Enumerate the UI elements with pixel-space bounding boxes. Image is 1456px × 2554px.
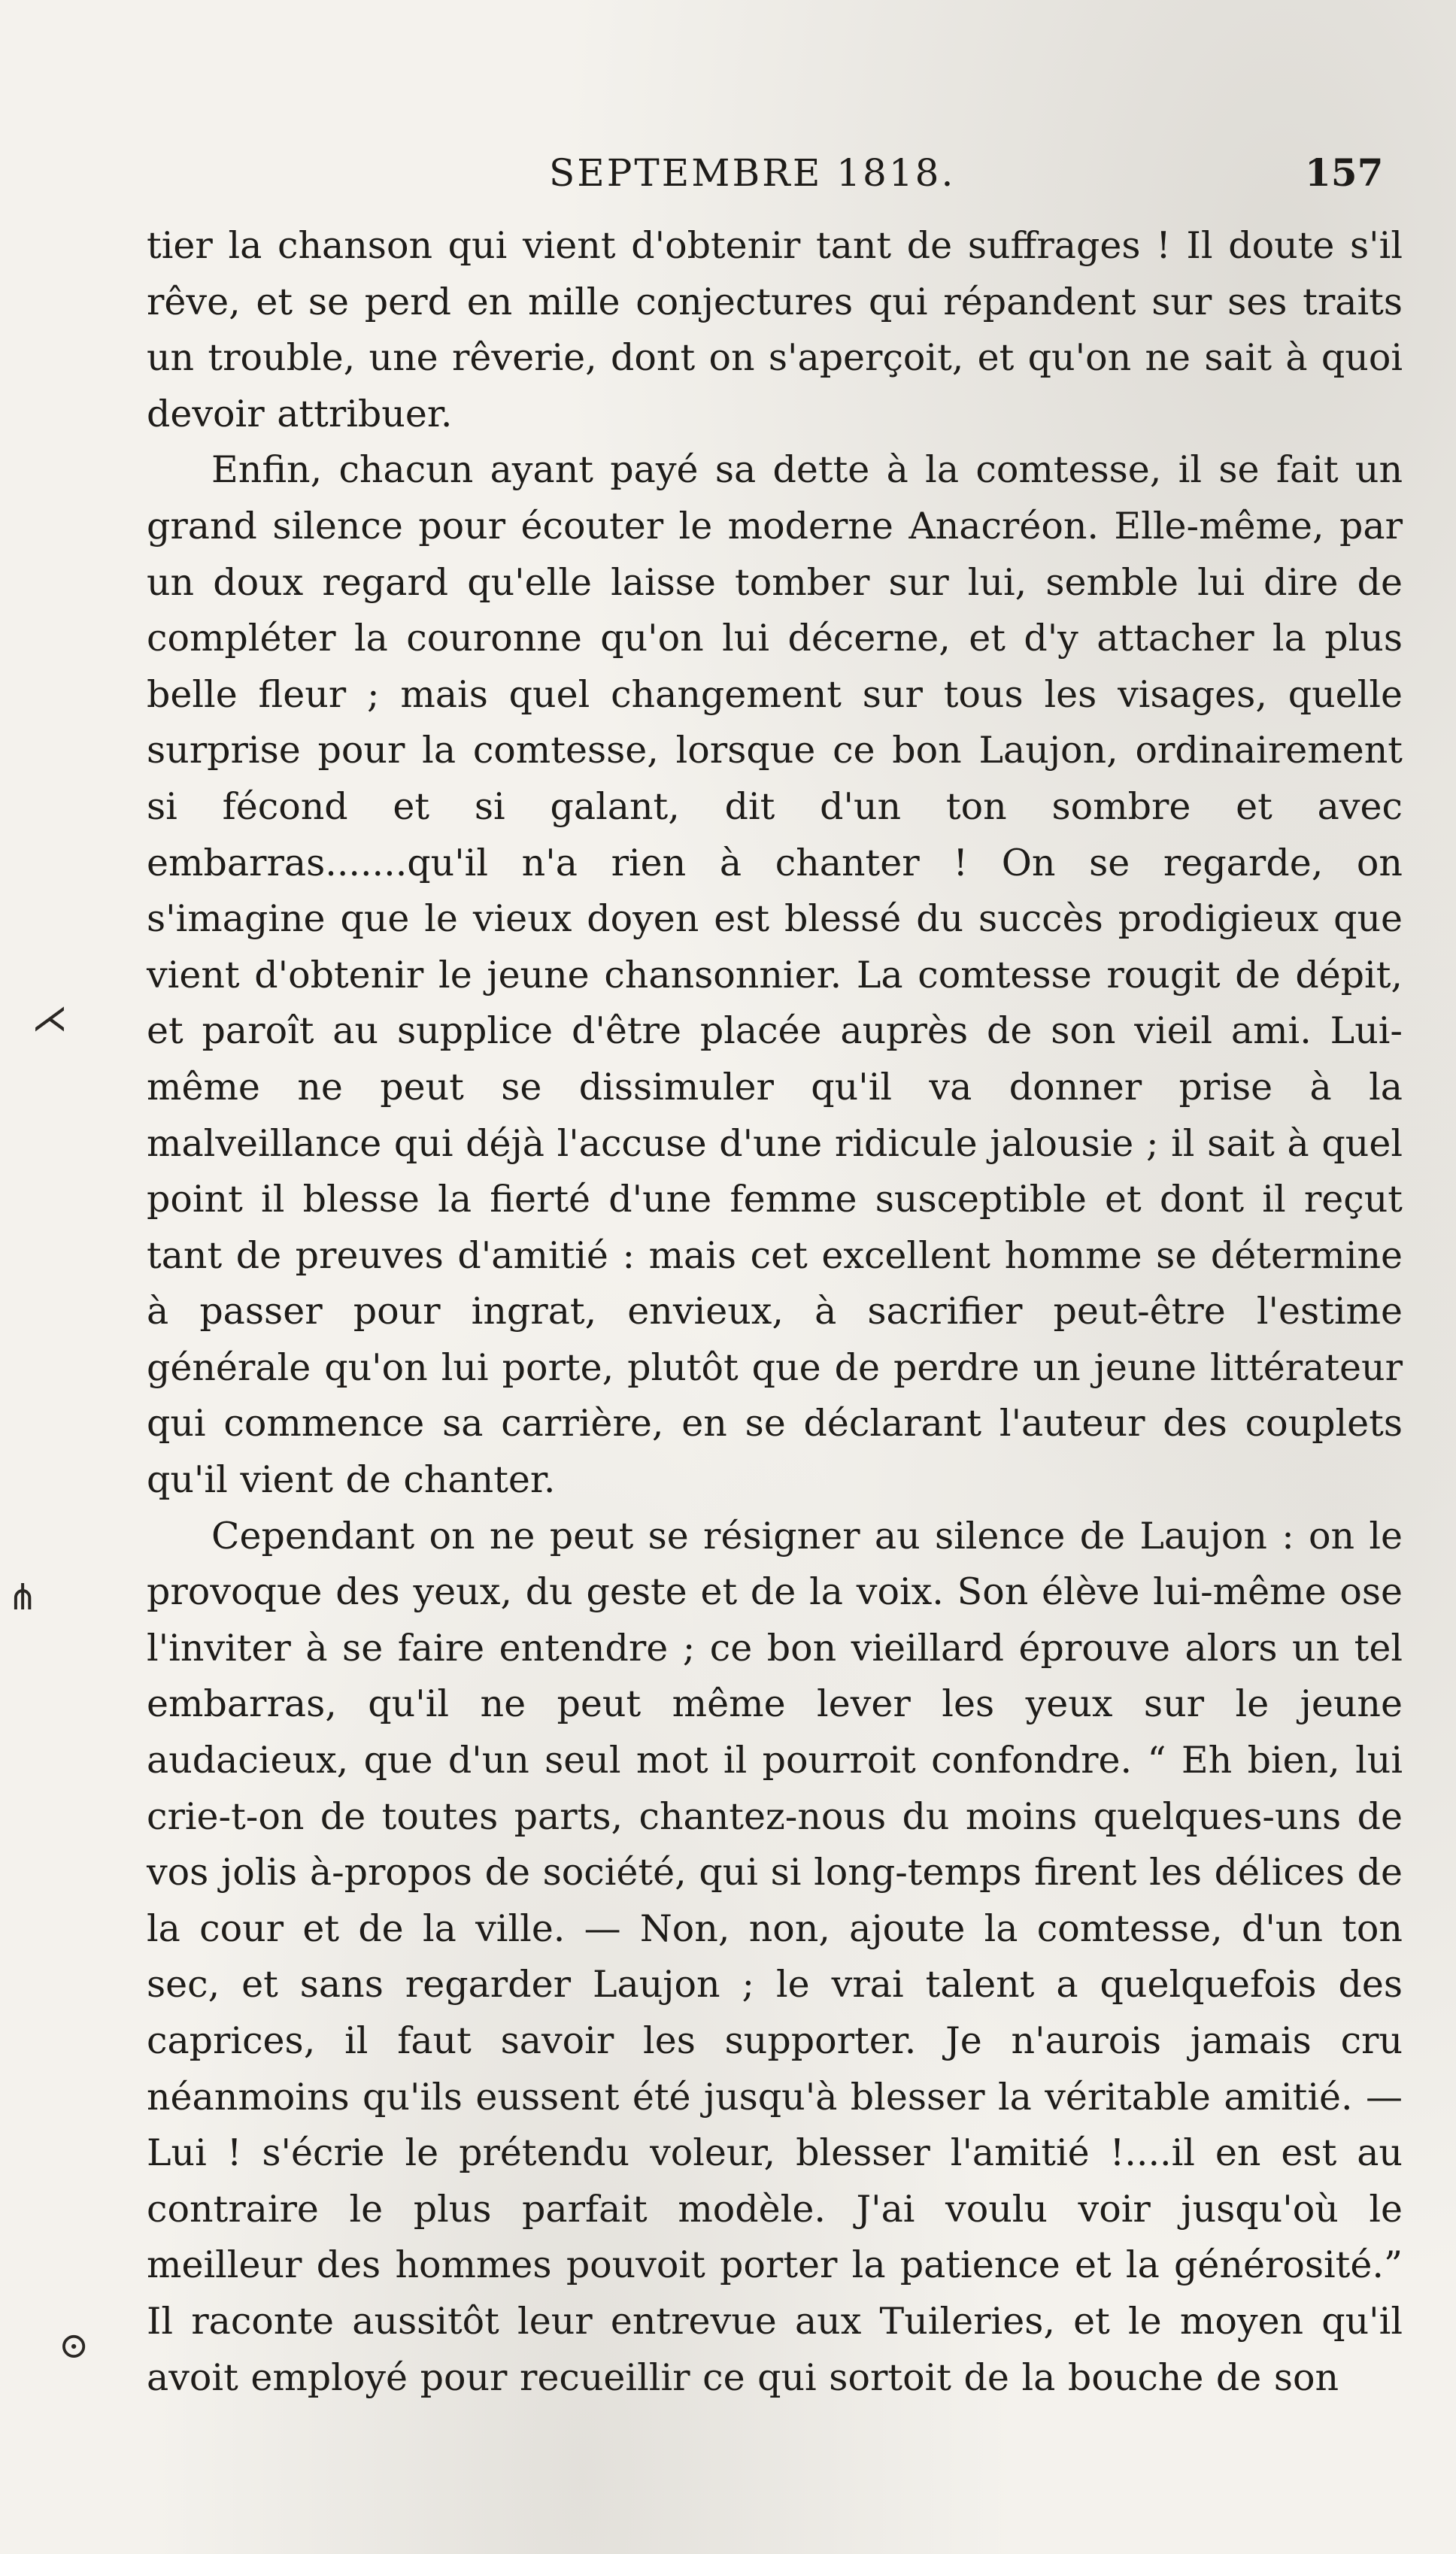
paragraph: Cependant on ne peut se résigner au silence de Laujon : on le provoque des yeux, du geste et de la voix. Son élève lui-même ose l'inviter à se faire entendre ; ce bon vieillard éprouve alors un tel embarras, qu'il ne peut même lever les yeux sur le jeune audacieux, que d'un seul mot il pourroit confondre. “ Eh bien, lui crie-t-on de toutes parts, chantez-nous du moins quelques-uns de vos jolis à-propos de société, qui si long-temps firent les délices de la cour et de la ville. — Non, non, ajoute la comtesse, d'un ton sec, et sans regarder Laujon ; le vrai talent a quelquefois des caprices, il faut savoir les supporter. Je n'aurois jamais cru néanmoins qu'ils eussent été jusqu'à blesser la véritable amitié. — Lui ! s'écrie le prétendu voleur, blesser l'amitié !....il en est au contraire le plus parfait modèle. J'ai voulu voir jusqu'où le meilleur des hommes pouvoit porter la patience et la générosité.” Il raconte aussitôt leur entrevue aux Tuileries, et le moyen qu'il avoit employé pour recueillir ce qui sortoit de la bouche de son [147,1514,1403,2399]
paragraph: Enfin, chacun ayant payé sa dette à la comtesse, il se fait un grand silence pour écouter le moderne Anacréon. Elle-même, par un doux regard qu'elle laisse tomber sur lui, semble lui dire de compléter la couronne qu'on lui décerne, et d'y attacher la plus belle fleur ; mais quel changement sur tous les visages, quelle surprise pour la comtesse, lorsque ce bon Laujon, ordinairement si fécond et si galant, dit d'un ton sombre et avec embarras.......qu'il n'a rien à chanter ! On se regarde, on s'imagine que le vieux doyen est blessé du succès prodigieux que vient d'obtenir le jeune chansonnier. La comtesse rougit de dépit, et paroît au supplice d'être placée auprès de son vieil ami. Lui-même ne peut se dissimuler qu'il va donner prise à la malveillance qui déjà l'accuse d'une ridicule jalousie ; il sait à quel point il blesse la fierté d'une femme susceptible et dont il reçut tant de preuves d'amitié : mais cet excellent homme se détermine à passer pour ingrat, envieux, à sacrifier peut-être l'estime générale qu'on lui porte, plutôt que de perdre un jeune littérateur qui commence sa carrière, en se déclarant l'auteur des couplets qu'il vient de chanter. [147,448,1403,1502]
page-number: 157 [1305,150,1384,195]
body-text [147,218,1403,2406]
running-header [0,147,1456,199]
running-title: SEPTEMBRE 1818. [549,151,956,195]
margin-mark: ⋌ [32,997,68,1039]
paragraph-continuation: tier la chanson qui vient d'obtenir tant de suffrages ! Il doute s'il rêve, et se perd en mille conjectures qui répandent sur ses traits un trouble, une rêverie, dont on s'aperçoit, et qu'on ne sait à quoi devoir attribuer. [147,224,1403,435]
margin-mark: ⊙ [59,2325,89,2367]
margin-mark: ⋔ [8,1576,38,1618]
